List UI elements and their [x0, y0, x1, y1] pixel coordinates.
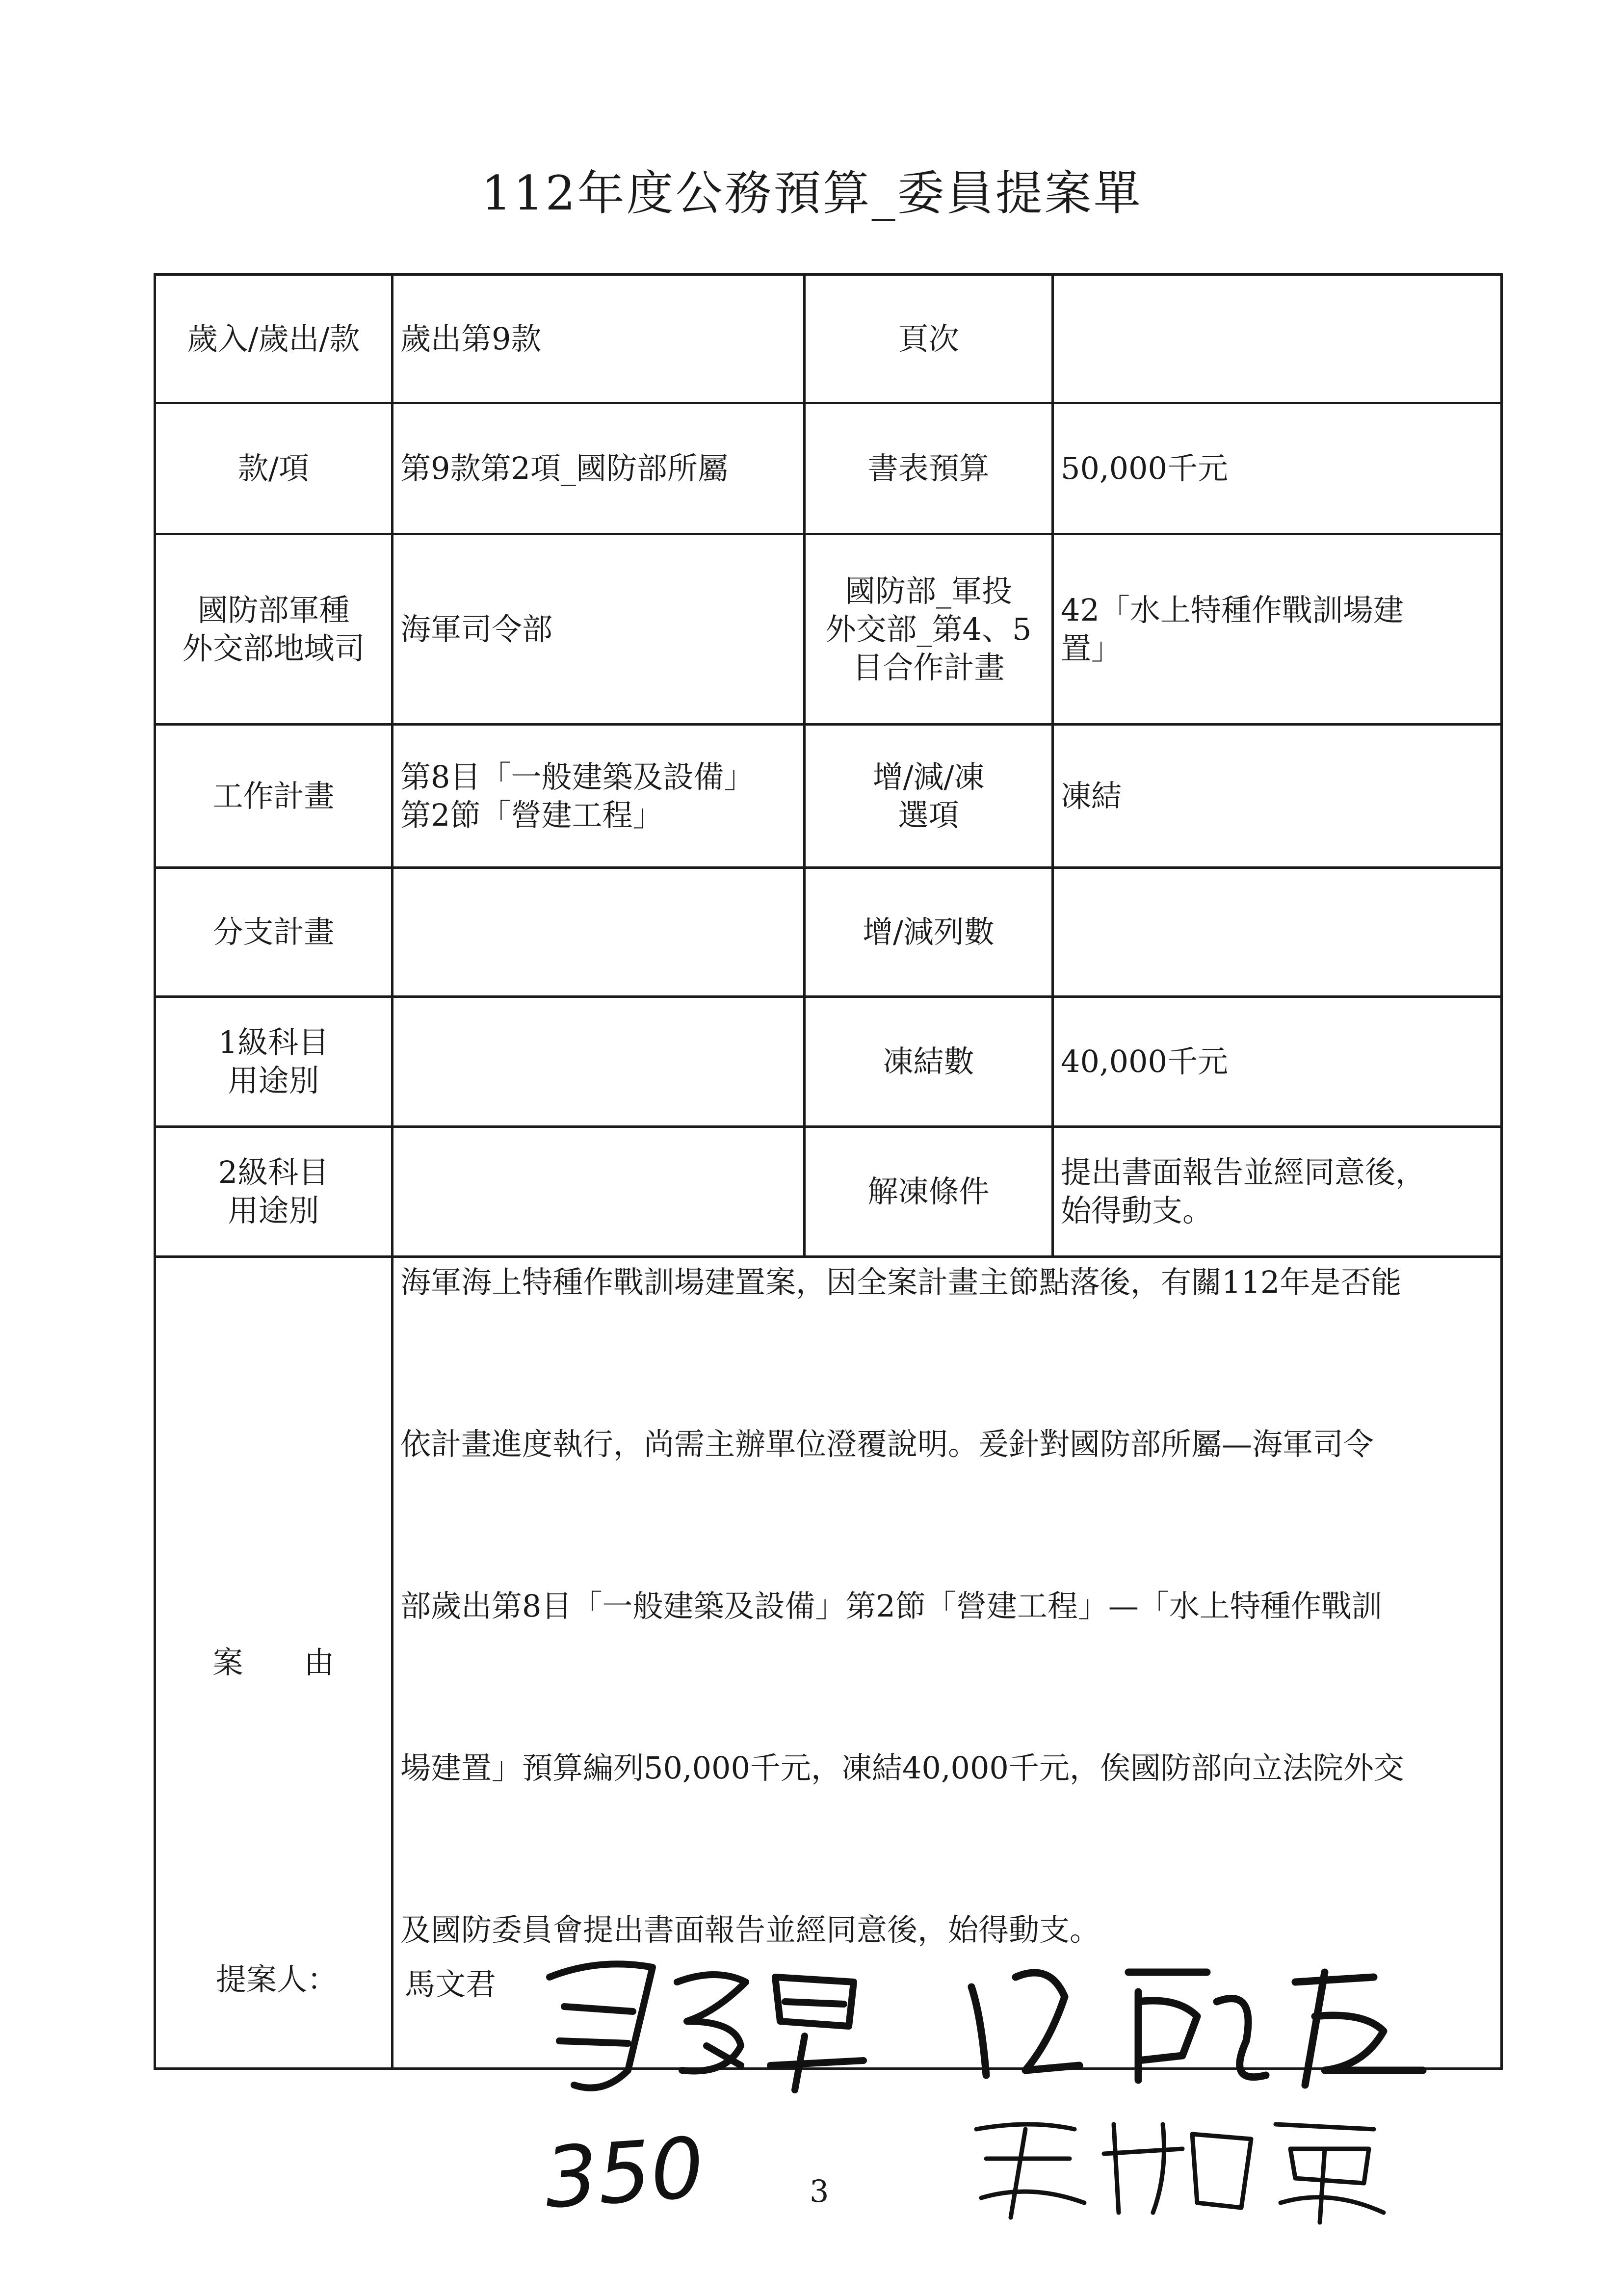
field-value: [1053, 868, 1502, 997]
field-value: [393, 1127, 805, 1257]
value-line: 第2節「營建工程」: [400, 797, 663, 833]
label-line: 目合作計畫: [852, 649, 1005, 685]
field-label: 凍結數: [805, 997, 1053, 1127]
label-line: 外交部地域司: [182, 630, 365, 666]
field-label: 款/項: [155, 403, 393, 534]
table-row: [155, 534, 1502, 725]
field-value: 海軍司令部: [393, 534, 805, 725]
field-label: 工作計畫: [155, 725, 393, 868]
field-label: 解凍條件: [805, 1127, 1053, 1257]
reason-line: 及國防委員會提出書面報告並經同意後，始得動支。: [400, 1912, 1100, 1948]
label-line: 國防部_軍投: [844, 573, 1012, 609]
reason-line: 部歲出第8目「一般建築及設備」第2節「營建工程」—「水上特種作戰訓: [400, 1588, 1382, 1624]
field-label: 分支計畫: [155, 868, 393, 997]
field-label: 增/減列數: [805, 868, 1053, 997]
value-line: 42「水上特種作戰訓場建: [1061, 592, 1404, 628]
table-row: [155, 997, 1502, 1127]
value-line: 提出書面報告並經同意後，: [1061, 1154, 1426, 1190]
field-value: [1053, 275, 1502, 403]
reason-line: 依計畫進度執行，尚需主辦單位澄覆說明。爰針對國防部所屬—海軍司令: [400, 1426, 1374, 1462]
value-line: 置」: [1061, 630, 1122, 666]
page-number: 3: [810, 2173, 829, 2209]
field-label: [155, 534, 393, 725]
table-row: [155, 275, 1502, 403]
signature-3: [957, 2100, 1398, 2227]
handwritten-number: 350: [541, 2119, 707, 2228]
field-label: [155, 1127, 393, 1257]
table-row: [155, 1127, 1502, 1257]
field-value: 歲出第9款: [393, 275, 805, 403]
field-value: [393, 725, 805, 868]
label-line: 1級科目: [218, 1024, 329, 1060]
field-label: 頁次: [805, 275, 1053, 403]
field-value: [1053, 1127, 1502, 1257]
label-line: 國防部軍種: [197, 592, 350, 628]
field-value: [1053, 534, 1502, 725]
proposer-label: 提案人：: [216, 1961, 338, 1997]
field-label: 書表預算: [805, 403, 1053, 534]
proposer-name: 馬文君: [405, 1966, 497, 2002]
page-title: 112年度公務預算_委員提案單: [481, 166, 1143, 221]
field-value: 40,000千元: [1053, 997, 1502, 1127]
reason-line: 海軍海上特種作戰訓場建置案，因全案計畫主節點落後，有關112年是否能: [400, 1264, 1402, 1300]
label-line: 增/減/凍: [872, 758, 985, 795]
reason-label: 案 由: [155, 1257, 393, 2069]
reason-line: 場建置」預算編列50,000千元，凍結40,000千元，俟國防部向立法院外交: [400, 1750, 1404, 1786]
field-label: 歲入/歲出/款: [155, 275, 393, 403]
field-label: [155, 997, 393, 1127]
label-line: 選項: [898, 797, 959, 833]
value-line: 第8目「一般建築及設備」: [400, 758, 755, 795]
field-value: [393, 997, 805, 1127]
field-value: 50,000千元: [1053, 403, 1502, 534]
field-value: 第9款第2項_國防部所屬: [393, 403, 805, 534]
table-row: [155, 868, 1502, 997]
label-line: 外交部_第4、5: [825, 611, 1032, 647]
proposal-form-table: [154, 273, 1503, 2070]
field-label: [805, 725, 1053, 868]
label-line: 用途別: [228, 1193, 319, 1228]
field-label: [805, 534, 1053, 725]
label-line: 用途別: [228, 1063, 319, 1098]
field-value: [393, 868, 805, 997]
field-value: 凍結: [1053, 725, 1502, 868]
signature-2: [952, 1943, 1442, 2105]
table-row: [155, 403, 1502, 534]
signature-1: [530, 1948, 873, 2110]
value-line: 始得動支。: [1061, 1193, 1213, 1228]
table-row: [155, 725, 1502, 868]
label-line: 2級科目: [218, 1154, 329, 1190]
